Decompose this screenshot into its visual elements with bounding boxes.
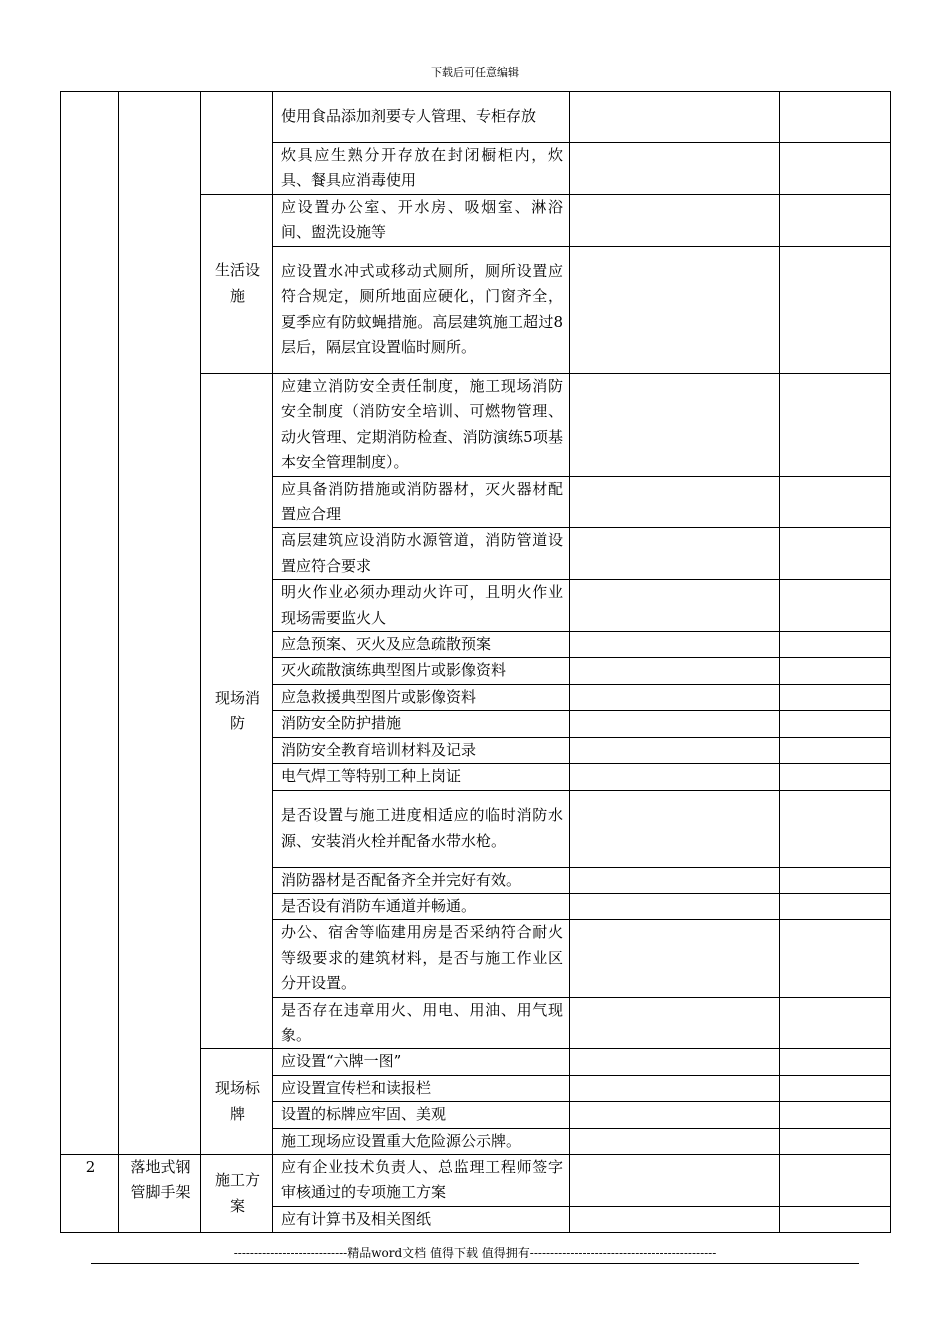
check-item-cell: 设置的标牌应牢固、美观 (273, 1102, 570, 1128)
check-item-cell: 应设置水冲式或移动式厕所，厕所设置应符合规定，厕所地面应硬化，门窗齐全，夏季应有防蚊蝇措施。高层建筑施工超过8层后，隔层宜设置临时厕所。 (273, 246, 570, 373)
record-cell[interactable] (570, 658, 780, 684)
result-cell[interactable] (780, 1154, 891, 1206)
record-cell[interactable] (570, 1206, 780, 1232)
check-item-cell: 是否存在违章用火、用电、用油、用气现象。 (273, 997, 570, 1049)
record-cell[interactable] (570, 1128, 780, 1154)
record-cell[interactable] (570, 737, 780, 763)
check-item-cell: 炊具应生熟分开存放在封闭橱柜内，炊具、餐具应消毒使用 (273, 143, 570, 195)
result-cell[interactable] (780, 1128, 891, 1154)
check-item-cell: 高层建筑应设消防水源管道，消防管道设置应符合要求 (273, 528, 570, 580)
check-item-cell: 应设置办公室、开水房、吸烟室、淋浴间、盥洗设施等 (273, 194, 570, 246)
check-item-cell: 消防安全防护措施 (273, 711, 570, 737)
section-title-cell: 施工方案 (201, 1154, 273, 1232)
record-cell[interactable] (570, 1102, 780, 1128)
item-number-cell (61, 92, 119, 1155)
section-title-cell: 生活设施 (201, 194, 273, 373)
result-cell[interactable] (780, 580, 891, 632)
check-item-cell: 是否设置与施工进度相适应的临时消防水源、安装消火栓并配备水带水枪。 (273, 790, 570, 867)
category-cell: 落地式钢管脚手架 (119, 1154, 201, 1232)
result-cell[interactable] (780, 1102, 891, 1128)
record-cell[interactable] (570, 476, 780, 528)
check-item-cell: 消防安全教育培训材料及记录 (273, 737, 570, 763)
check-item-cell: 施工现场应设置重大危险源公示牌。 (273, 1128, 570, 1154)
result-cell[interactable] (780, 194, 891, 246)
record-cell[interactable] (570, 373, 780, 476)
check-item-cell: 应建立消防安全责任制度，施工现场消防安全制度（消防安全培训、可燃物管理、动火管理、定期消防检查、消防演练5项基本安全管理制度）。 (273, 373, 570, 476)
check-item-cell: 消防器材是否配备齐全并完好有效。 (273, 867, 570, 893)
result-cell[interactable] (780, 997, 891, 1049)
record-cell[interactable] (570, 1154, 780, 1206)
section-title-cell: 现场消防 (201, 373, 273, 1049)
table-row (61, 1154, 891, 1206)
result-cell[interactable] (780, 1075, 891, 1101)
item-number-cell: 2 (61, 1154, 119, 1232)
result-cell[interactable] (780, 373, 891, 476)
record-cell[interactable] (570, 893, 780, 919)
result-cell[interactable] (780, 1206, 891, 1232)
inspection-table-body (61, 92, 891, 1233)
check-item-cell: 使用食品添加剂要专人管理、专柜存放 (273, 92, 570, 143)
result-cell[interactable] (780, 893, 891, 919)
result-cell[interactable] (780, 143, 891, 195)
record-cell[interactable] (570, 580, 780, 632)
record-cell[interactable] (570, 920, 780, 997)
page-footer-note: ----------------------------精品word文档 值得下载 值得拥有---------------------------------------------- (233, 1246, 717, 1260)
check-item-cell: 电气焊工等特别工种上岗证 (273, 764, 570, 790)
result-cell[interactable] (780, 528, 891, 580)
result-cell[interactable] (780, 658, 891, 684)
check-item-cell: 明火作业必须办理动火许可，且明火作业现场需要监火人 (273, 580, 570, 632)
check-item-cell: 应具备消防措施或消防器材，灭火器材配置应合理 (273, 476, 570, 528)
result-cell[interactable] (780, 790, 891, 867)
record-cell[interactable] (570, 528, 780, 580)
result-cell[interactable] (780, 92, 891, 143)
result-cell[interactable] (780, 684, 891, 710)
check-item-cell: 办公、宿舍等临建用房是否采纳符合耐火等级要求的建筑材料，是否与施工作业区分开设置。 (273, 920, 570, 997)
record-cell[interactable] (570, 997, 780, 1049)
section-title-cell: 现场标牌 (201, 1049, 273, 1155)
result-cell[interactable] (780, 737, 891, 763)
inspection-table (60, 91, 891, 1233)
record-cell[interactable] (570, 867, 780, 893)
result-cell[interactable] (780, 764, 891, 790)
check-item-cell: 灭火疏散演练典型图片或影像资料 (273, 658, 570, 684)
check-item-cell: 应设置宣传栏和读报栏 (273, 1075, 570, 1101)
check-item-cell: 应急救援典型图片或影像资料 (273, 684, 570, 710)
record-cell[interactable] (570, 246, 780, 373)
check-item-cell: 应有企业技术负责人、总监理工程师签字审核通过的专项施工方案 (273, 1154, 570, 1206)
record-cell[interactable] (570, 711, 780, 737)
record-cell[interactable] (570, 790, 780, 867)
record-cell[interactable] (570, 92, 780, 143)
result-cell[interactable] (780, 476, 891, 528)
record-cell[interactable] (570, 143, 780, 195)
result-cell[interactable] (780, 867, 891, 893)
record-cell[interactable] (570, 1075, 780, 1101)
page-header-note: 下载后可任意编辑 (431, 66, 519, 79)
result-cell[interactable] (780, 246, 891, 373)
section-title-cell (201, 92, 273, 195)
result-cell[interactable] (780, 711, 891, 737)
result-cell[interactable] (780, 920, 891, 997)
result-cell[interactable] (780, 1049, 891, 1075)
category-cell (119, 92, 201, 1155)
check-item-cell: 应设置“六牌一图” (273, 1049, 570, 1075)
check-item-cell: 是否设有消防车通道并畅通。 (273, 893, 570, 919)
record-cell[interactable] (570, 632, 780, 658)
record-cell[interactable] (570, 194, 780, 246)
footer-divider (91, 1263, 859, 1264)
check-item-cell: 应有计算书及相关图纸 (273, 1206, 570, 1232)
check-item-cell: 应急预案、灭火及应急疏散预案 (273, 632, 570, 658)
record-cell[interactable] (570, 1049, 780, 1075)
record-cell[interactable] (570, 684, 780, 710)
result-cell[interactable] (780, 632, 891, 658)
table-row (61, 92, 891, 143)
record-cell[interactable] (570, 764, 780, 790)
